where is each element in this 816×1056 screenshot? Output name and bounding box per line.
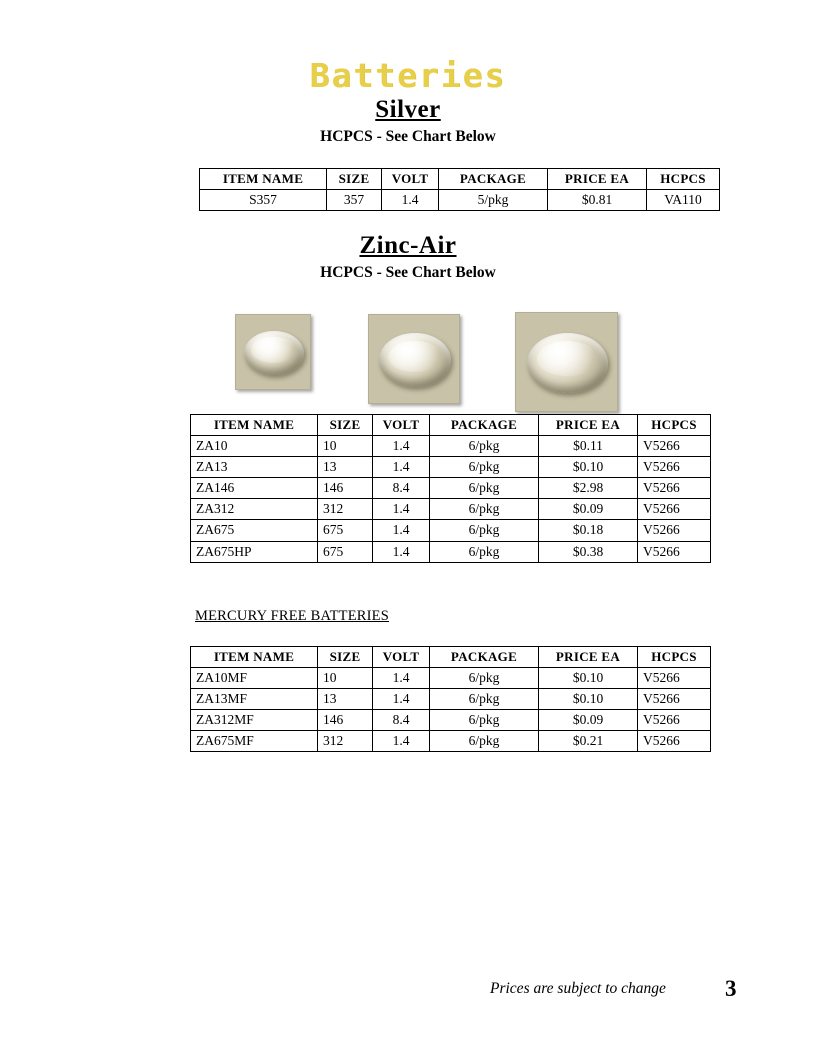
column-header-price-ea: PRICE EA: [539, 415, 638, 436]
cell-price: $0.09: [539, 709, 638, 730]
table-header-row: [191, 647, 711, 668]
cell-package: 6/pkg: [430, 477, 539, 498]
cell-size: 146: [318, 477, 373, 498]
table-row: [191, 477, 711, 498]
column-header-volt: VOLT: [373, 647, 430, 668]
section-heading-zinc-air: [0, 232, 816, 282]
cell-hcpcs: V5266: [638, 731, 711, 752]
cell-hcpcs: V5266: [638, 541, 711, 562]
cell-price: $0.18: [539, 520, 638, 541]
cell-price: $0.38: [539, 541, 638, 562]
table-row: [191, 499, 711, 520]
battery-photo-3: [515, 312, 618, 412]
cell-item-name: S357: [200, 189, 327, 210]
cell-volt: 1.4: [373, 688, 430, 709]
column-header-hcpcs: HCPCS: [638, 415, 711, 436]
cell-item-name: ZA10MF: [191, 667, 318, 688]
page-number: 3: [725, 976, 737, 1001]
cell-package: 5/pkg: [439, 189, 548, 210]
cell-package: 6/pkg: [430, 435, 539, 456]
table-row: [191, 731, 711, 752]
cell-package: 6/pkg: [430, 499, 539, 520]
cell-size: 675: [318, 520, 373, 541]
cell-item-name: ZA146: [191, 477, 318, 498]
cell-package: 6/pkg: [430, 456, 539, 477]
mercury-free-label: MERCURY FREE BATTERIES: [195, 608, 389, 624]
silver-price-table: [199, 168, 720, 211]
cell-volt: 8.4: [373, 709, 430, 730]
table-row: [191, 435, 711, 456]
cell-item-name: ZA675HP: [191, 541, 318, 562]
button-cell-icon: [379, 333, 451, 387]
mercury-free-price-table: [190, 646, 711, 752]
cell-hcpcs: VA110: [647, 189, 720, 210]
cell-item-name: ZA312: [191, 499, 318, 520]
column-header-package: PACKAGE: [430, 415, 539, 436]
section-title-zinc-air: Zinc-Air: [359, 232, 457, 259]
table-header-row: [200, 169, 720, 190]
cell-hcpcs: V5266: [638, 520, 711, 541]
column-header-item-name: ITEM NAME: [191, 647, 318, 668]
cell-package: 6/pkg: [430, 520, 539, 541]
cell-item-name: ZA312MF: [191, 709, 318, 730]
cell-hcpcs: V5266: [638, 456, 711, 477]
cell-package: 6/pkg: [430, 541, 539, 562]
cell-hcpcs: V5266: [638, 435, 711, 456]
cell-hcpcs: V5266: [638, 688, 711, 709]
cell-hcpcs: V5266: [638, 709, 711, 730]
cell-size: 146: [318, 709, 373, 730]
column-header-price-ea: PRICE EA: [539, 647, 638, 668]
cell-item-name: ZA675: [191, 520, 318, 541]
cell-item-name: ZA675MF: [191, 731, 318, 752]
cell-size: 10: [318, 667, 373, 688]
button-cell-icon: [527, 333, 608, 393]
column-header-volt: VOLT: [373, 415, 430, 436]
cell-price: $2.98: [539, 477, 638, 498]
column-header-item-name: ITEM NAME: [200, 169, 327, 190]
section-subtitle-zinc-air: HCPCS - See Chart Below: [320, 264, 496, 281]
cell-volt: 1.4: [382, 189, 439, 210]
cell-price: $0.10: [539, 667, 638, 688]
cell-volt: 1.4: [373, 731, 430, 752]
cell-price: $0.09: [539, 499, 638, 520]
column-header-hcpcs: HCPCS: [638, 647, 711, 668]
section-heading-silver: [0, 96, 816, 146]
section-subtitle-silver: HCPCS - See Chart Below: [320, 128, 496, 145]
cell-volt: 1.4: [373, 435, 430, 456]
column-header-package: PACKAGE: [430, 647, 539, 668]
section-title-silver: Silver: [375, 96, 441, 123]
cell-price: $0.21: [539, 731, 638, 752]
table-row: [191, 709, 711, 730]
cell-size: 357: [327, 189, 382, 210]
column-header-size: SIZE: [318, 647, 373, 668]
table-row: [191, 456, 711, 477]
column-header-hcpcs: HCPCS: [647, 169, 720, 190]
cell-price: $0.10: [539, 688, 638, 709]
cell-volt: 1.4: [373, 520, 430, 541]
cell-volt: 1.4: [373, 499, 430, 520]
zinc-air-price-table: [190, 414, 711, 563]
cell-size: 10: [318, 435, 373, 456]
cell-price: $0.81: [548, 189, 647, 210]
table-row: [191, 667, 711, 688]
cell-size: 675: [318, 541, 373, 562]
cell-item-name: ZA13: [191, 456, 318, 477]
cell-item-name: ZA10: [191, 435, 318, 456]
column-header-size: SIZE: [318, 415, 373, 436]
cell-volt: 1.4: [373, 667, 430, 688]
button-cell-icon: [244, 331, 304, 375]
cell-price: $0.10: [539, 456, 638, 477]
column-header-size: SIZE: [327, 169, 382, 190]
cell-volt: 1.4: [373, 541, 430, 562]
cell-size: 13: [318, 456, 373, 477]
table-header-row: [191, 415, 711, 436]
cell-package: 6/pkg: [430, 667, 539, 688]
column-header-price-ea: PRICE EA: [548, 169, 647, 190]
cell-size: 312: [318, 499, 373, 520]
footer-note: Prices are subject to change: [490, 980, 666, 997]
table-row: [191, 688, 711, 709]
cell-price: $0.11: [539, 435, 638, 456]
column-header-item-name: ITEM NAME: [191, 415, 318, 436]
table-row: [191, 541, 711, 562]
table-row: [200, 189, 720, 210]
cell-package: 6/pkg: [430, 731, 539, 752]
cell-size: 13: [318, 688, 373, 709]
column-header-volt: VOLT: [382, 169, 439, 190]
cell-volt: 8.4: [373, 477, 430, 498]
cell-hcpcs: V5266: [638, 477, 711, 498]
cell-package: 6/pkg: [430, 688, 539, 709]
page-title: Batteries: [309, 56, 507, 95]
cell-package: 6/pkg: [430, 709, 539, 730]
cell-volt: 1.4: [373, 456, 430, 477]
cell-hcpcs: V5266: [638, 499, 711, 520]
battery-photo-2: [368, 314, 460, 404]
column-header-package: PACKAGE: [439, 169, 548, 190]
table-row: [191, 520, 711, 541]
cell-hcpcs: V5266: [638, 667, 711, 688]
cell-item-name: ZA13MF: [191, 688, 318, 709]
battery-photo-1: [235, 314, 311, 390]
cell-size: 312: [318, 731, 373, 752]
